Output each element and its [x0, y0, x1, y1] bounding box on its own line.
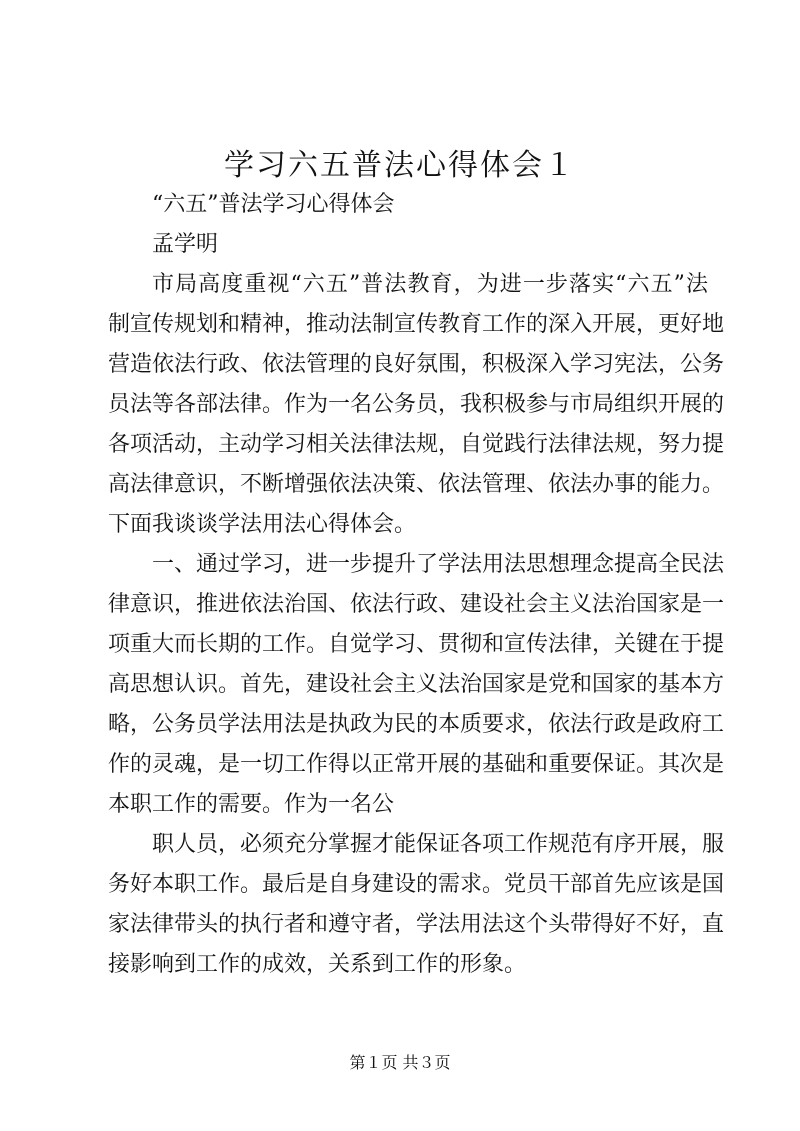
document-author: 孟学明 [152, 232, 219, 257]
paragraph-line: 制宣传规划和精神，推动法制宣传教育工作的深入开展，更好地 [108, 312, 725, 337]
paragraph-line: 律意识，推进依法治国、依法行政、建设社会主义法治国家是一 [108, 592, 725, 617]
paragraph-line: 略，公务员学法用法是执政为民的本质要求，依法行政是政府工 [108, 712, 725, 737]
paragraph-line: 市局高度重视“六五”普法教育，为进一步落实“六五”法 [152, 272, 708, 297]
paragraph-line: 营造依法行政、依法管理的良好氛围，积极深入学习宪法，公务 [108, 352, 725, 377]
paragraph-line: 作的灵魂，是一切工作得以正常开展的基础和重要保证。其次是 [108, 752, 725, 777]
document-subtitle: “六五”普法学习心得体会 [152, 192, 395, 217]
paragraph-line: 职人员，必须充分掌握才能保证各项工作规范有序开展，服 [152, 832, 725, 857]
document-title: 学习六五普法心得体会１ [224, 148, 576, 183]
paragraph-line: 高思想认识。首先，建设社会主义法治国家是党和国家的基本方 [108, 672, 725, 697]
paragraph-line: 下面我谈谈学法用法心得体会。 [108, 512, 417, 537]
paragraph-line: 高法律意识，不断增强依法决策、依法管理、依法办事的能力。 [108, 472, 725, 497]
paragraph-line: 接影响到工作的成效，关系到工作的形象。 [108, 952, 527, 977]
paragraph-line: 本职工作的需要。作为一名公 [108, 792, 395, 817]
paragraph-line: 务好本职工作。最后是自身建设的需求。党员干部首先应该是国 [108, 872, 725, 897]
paragraph-line: 各项活动，主动学习相关法律法规，自觉践行法律法规，努力提 [108, 432, 725, 457]
page-number: 第１页 共３页 [349, 1053, 451, 1072]
paragraph-line: 员法等各部法律。作为一名公务员，我积极参与市局组织开展的 [108, 392, 725, 417]
paragraph-line: 家法律带头的执行者和遵守者，学法用法这个头带得好不好，直 [108, 912, 725, 937]
paragraph-line: 一、通过学习，进一步提升了学法用法思想理念提高全民法 [152, 552, 725, 577]
paragraph-line: 项重大而长期的工作。自觉学习、贯彻和宣传法律，关键在于提 [108, 632, 725, 657]
